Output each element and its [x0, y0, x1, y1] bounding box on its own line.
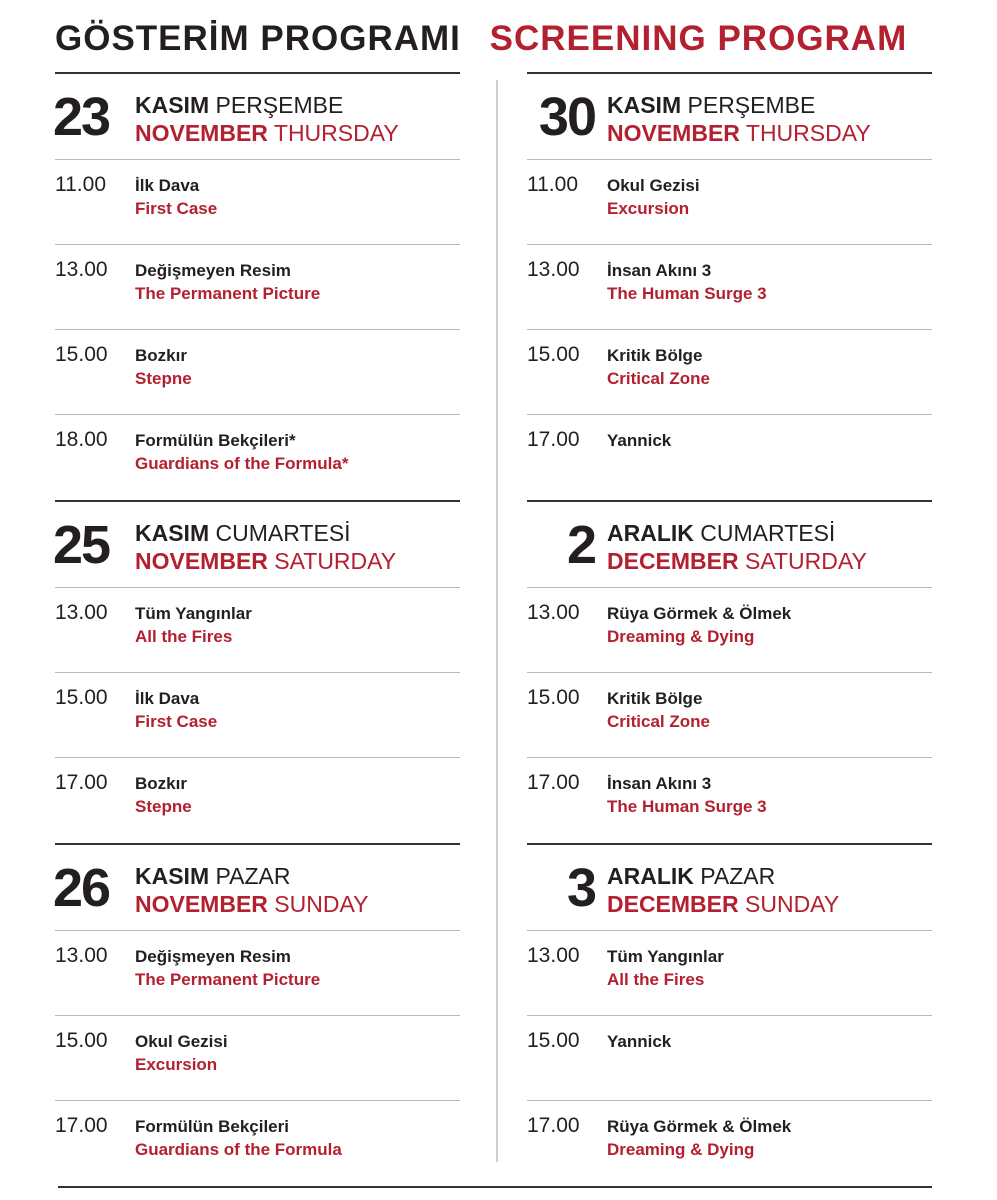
- film-title-turkish: Kritik Bölge: [607, 346, 703, 365]
- screening-time: 11.00: [527, 173, 578, 196]
- weekday-english: SUNDAY: [274, 891, 369, 917]
- month-english: NOVEMBER: [135, 891, 268, 917]
- film-title-turkish: Değişmeyen Resim: [135, 947, 291, 966]
- film-title-english: The Human Surge 3: [607, 797, 767, 816]
- screening-time: 15.00: [55, 686, 108, 709]
- day-number: 23: [53, 87, 110, 147]
- weekday-turkish: PERŞEMBE: [687, 92, 816, 118]
- screening-row: [527, 673, 932, 758]
- film-title-english: Critical Zone: [607, 712, 710, 731]
- film-title-turkish: Formülün Bekçileri: [135, 1117, 289, 1136]
- film-title-english: Guardians of the Formula*: [135, 454, 349, 473]
- screening-row: [55, 245, 460, 330]
- month-english: NOVEMBER: [135, 548, 268, 574]
- film-title-english: Guardians of the Formula: [135, 1140, 342, 1159]
- weekday-turkish: PAZAR: [700, 863, 776, 889]
- film-title-turkish: Okul Gezisi: [607, 176, 700, 195]
- day-block: [527, 500, 932, 843]
- film-title-english: First Case: [135, 712, 218, 731]
- screening-time: 13.00: [527, 944, 580, 967]
- film-title-english: Critical Zone: [607, 369, 710, 388]
- screening-row: [527, 1101, 932, 1186]
- screening-time: 13.00: [527, 601, 580, 624]
- day-number: 30: [538, 87, 595, 147]
- title-english: SCREENING PROGRAM: [489, 19, 908, 58]
- month-english: NOVEMBER: [607, 120, 740, 146]
- film-title-turkish: Bozkır: [135, 346, 187, 365]
- screening-row: [55, 673, 460, 758]
- weekday-english: THURSDAY: [745, 120, 871, 146]
- day-label-english: [607, 119, 871, 147]
- film-title-english: Dreaming & Dying: [607, 1140, 755, 1159]
- screening-row: [55, 588, 460, 673]
- day-label-english: [135, 547, 396, 575]
- film-title-english: Excursion: [607, 199, 690, 218]
- film-title-english: All the Fires: [135, 627, 233, 646]
- film-title-english: The Human Surge 3: [607, 284, 767, 303]
- screening-time: 15.00: [55, 1029, 108, 1052]
- title-turkish: GÖSTERİM PROGRAMI: [55, 19, 461, 58]
- left-column: [55, 72, 460, 1186]
- month-turkish: KASIM: [135, 863, 210, 889]
- screening-time: 13.00: [55, 944, 108, 967]
- weekday-turkish: PAZAR: [215, 863, 291, 889]
- screening-time: 18.00: [55, 428, 108, 451]
- film-title-turkish: Değişmeyen Resim: [135, 261, 291, 280]
- column-divider: [496, 80, 498, 1162]
- screening-time: 17.00: [527, 771, 580, 794]
- screening-time: 17.00: [527, 428, 580, 451]
- film-title-turkish: İnsan Akını 3: [607, 774, 712, 793]
- screening-row: [527, 160, 932, 245]
- screening-row: [527, 415, 932, 500]
- month-turkish: ARALIK: [607, 520, 694, 546]
- day-label-turkish: [607, 519, 835, 547]
- day-label-english: [135, 890, 368, 918]
- screening-row: [527, 330, 932, 415]
- screening-row: [55, 1016, 460, 1101]
- day-header: [527, 72, 932, 160]
- day-header: [527, 843, 932, 931]
- screening-time: 15.00: [527, 686, 580, 709]
- screening-time: 17.00: [527, 1114, 580, 1137]
- film-title-turkish: İnsan Akını 3: [607, 261, 712, 280]
- screening-row: [55, 330, 460, 415]
- weekday-turkish: PERŞEMBE: [215, 92, 344, 118]
- right-column: [527, 72, 932, 1186]
- month-english: DECEMBER: [607, 548, 739, 574]
- screening-row: [527, 588, 932, 673]
- day-header: [55, 72, 460, 160]
- day-label-turkish: [607, 862, 775, 890]
- day-label-turkish: [135, 519, 351, 547]
- screening-time: 13.00: [55, 258, 108, 281]
- screening-row: [527, 1016, 932, 1101]
- day-block: [527, 843, 932, 1186]
- film-title-english: The Permanent Picture: [135, 970, 321, 989]
- film-title-turkish: Yannick: [607, 1032, 672, 1051]
- day-label-english: [135, 119, 399, 147]
- weekday-english: SATURDAY: [274, 548, 397, 574]
- screening-row: [527, 931, 932, 1016]
- weekday-turkish: CUMARTESİ: [215, 520, 351, 546]
- screening-time: 17.00: [55, 771, 108, 794]
- day-block: [55, 843, 460, 1186]
- day-block: [55, 72, 460, 500]
- day-number: 3: [566, 858, 595, 918]
- weekday-english: THURSDAY: [273, 120, 399, 146]
- month-turkish: ARALIK: [607, 863, 694, 889]
- screening-row: [55, 415, 460, 500]
- day-label-turkish: [135, 862, 291, 890]
- film-title-english: Dreaming & Dying: [607, 627, 755, 646]
- film-title-english: All the Fires: [607, 970, 705, 989]
- film-title-english: First Case: [135, 199, 218, 218]
- film-title-turkish: Kritik Bölge: [607, 689, 703, 708]
- screening-time: 15.00: [527, 1029, 580, 1052]
- film-title-turkish: Yannick: [607, 431, 672, 450]
- month-english: DECEMBER: [607, 891, 739, 917]
- day-number: 25: [53, 515, 110, 575]
- screening-row: [55, 931, 460, 1016]
- month-turkish: KASIM: [607, 92, 682, 118]
- screening-row: [55, 758, 460, 843]
- film-title-english: Excursion: [135, 1055, 218, 1074]
- day-header: [55, 500, 460, 588]
- screening-row: [55, 160, 460, 245]
- film-title-turkish: Rüya Görmek & Ölmek: [607, 604, 792, 623]
- day-header: [55, 843, 460, 931]
- screening-time: 13.00: [55, 601, 108, 624]
- screening-time: 11.00: [55, 173, 106, 196]
- film-title-turkish: Bozkır: [135, 774, 187, 793]
- month-english: NOVEMBER: [135, 120, 268, 146]
- screening-row: [55, 1101, 460, 1186]
- weekday-turkish: CUMARTESİ: [700, 520, 836, 546]
- day-number: 26: [53, 858, 110, 918]
- weekday-english: SATURDAY: [745, 548, 867, 574]
- day-label-turkish: [607, 91, 815, 119]
- month-turkish: KASIM: [135, 92, 210, 118]
- weekday-english: SUNDAY: [745, 891, 840, 917]
- day-header: [527, 500, 932, 588]
- day-block: [55, 500, 460, 843]
- day-label-english: [607, 890, 839, 918]
- film-title-turkish: İlk Dava: [135, 176, 200, 195]
- screening-row: [527, 758, 932, 843]
- film-title-turkish: Tüm Yangınlar: [135, 604, 252, 623]
- month-turkish: KASIM: [135, 520, 210, 546]
- day-label-english: [607, 547, 867, 575]
- film-title-turkish: Okul Gezisi: [135, 1032, 228, 1051]
- page-title: [55, 14, 907, 64]
- film-title-turkish: Tüm Yangınlar: [607, 947, 724, 966]
- film-title-turkish: Rüya Görmek & Ölmek: [607, 1117, 792, 1136]
- film-title-turkish: İlk Dava: [135, 689, 200, 708]
- screening-time: 15.00: [55, 343, 108, 366]
- bottom-rule: [58, 1186, 932, 1188]
- film-title-english: Stepne: [135, 797, 192, 816]
- screening-row: [527, 245, 932, 330]
- day-block: [527, 72, 932, 500]
- screening-time: 15.00: [527, 343, 580, 366]
- day-number: 2: [566, 515, 595, 575]
- film-title-turkish: Formülün Bekçileri*: [135, 431, 296, 450]
- film-title-english: The Permanent Picture: [135, 284, 321, 303]
- day-label-turkish: [135, 91, 343, 119]
- film-title-english: Stepne: [135, 369, 192, 388]
- screening-time: 17.00: [55, 1114, 108, 1137]
- screening-time: 13.00: [527, 258, 580, 281]
